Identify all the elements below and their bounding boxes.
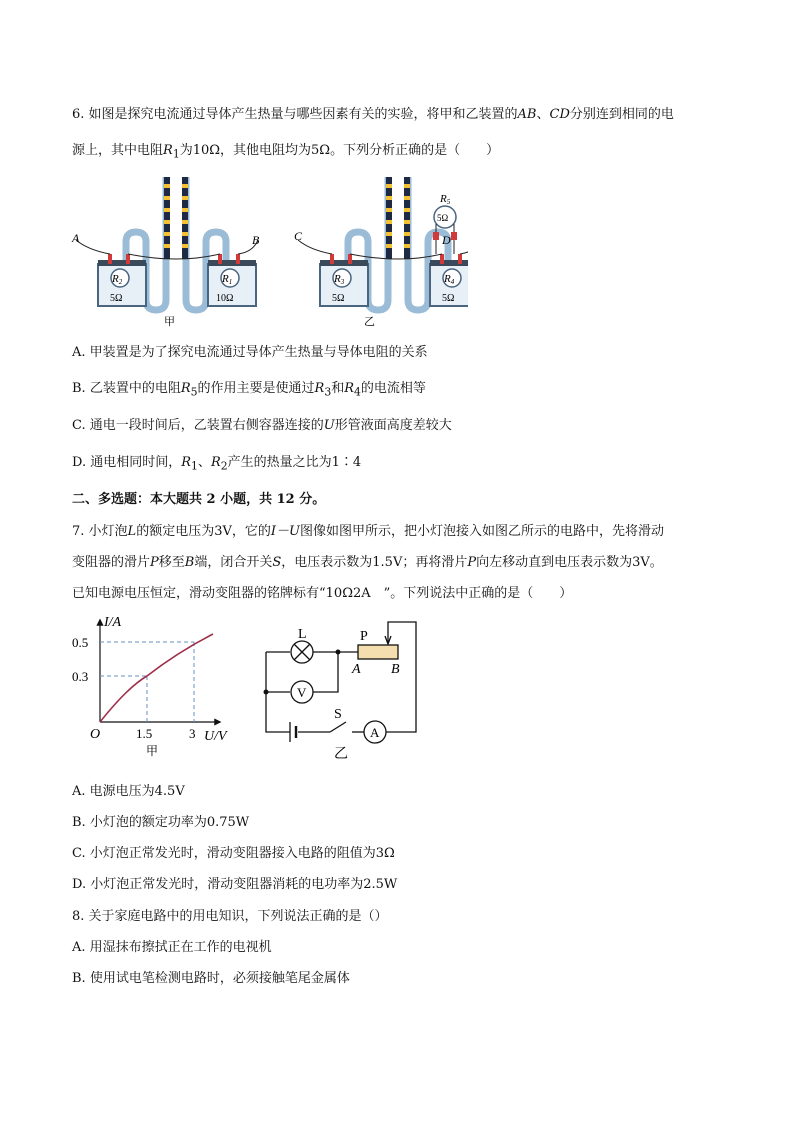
- svg-text:A: A: [370, 725, 380, 740]
- terminal-b: B: [252, 233, 260, 247]
- label-cd: CD: [549, 107, 570, 122]
- terminal-c: C: [294, 229, 303, 243]
- q7-option-b: B. 小灯泡的额定功率为0.75W: [72, 815, 250, 830]
- label-ab: AB: [517, 107, 537, 122]
- caption-jia: 甲: [146, 744, 159, 758]
- q7-option-a: A. 电源电压为4.5V: [72, 784, 185, 799]
- svg-text:S: S: [334, 707, 342, 722]
- caption-yi: 乙: [364, 316, 375, 328]
- terminal-a: A: [72, 231, 80, 245]
- svg-text:P: P: [360, 629, 368, 644]
- svg-text:5Ω: 5Ω: [437, 213, 449, 223]
- svg-text:R1: R1: [222, 273, 233, 286]
- svg-text:A: A: [352, 662, 361, 677]
- svg-text:R5: R5: [440, 193, 451, 206]
- q7-option-d: D. 小灯泡正常发光时，滑动变阻器消耗的电功率为2.5W: [72, 877, 398, 892]
- q8-stem: 8. 关于家庭电路中的用电知识，下列说法正确的是（）: [72, 909, 388, 924]
- circuit-diagram: [258, 614, 428, 764]
- iu-graph: [68, 612, 248, 762]
- q8-option-a: A. 用湿抹布擦拭正在工作的电视机: [72, 940, 272, 955]
- svg-text:R3: R3: [334, 273, 345, 286]
- q6-option-b: B. 乙装置中的电阻$R_5$的作用主要是使通过$R_3$和$R_4$的电流相等: [72, 381, 426, 399]
- svg-text:L: L: [298, 627, 307, 642]
- svg-text:V: V: [297, 685, 307, 700]
- x-axis-label: U/V: [204, 729, 227, 744]
- q6-stem-line2: 源上，其中电阻$R_1$为10Ω，其他电阻均为5Ω。下列分析正确的是（ ）: [72, 143, 500, 161]
- svg-text:3: 3: [189, 726, 196, 741]
- svg-text:R4: R4: [444, 273, 455, 286]
- svg-text:0.3: 0.3: [72, 669, 89, 684]
- q7-option-c: C. 小灯泡正常发光时，滑动变阻器接入电路的阻值为3Ω: [72, 846, 395, 861]
- q6-option-a: A. 甲装置是为了探究电流通过导体产生热量与导体电阻的关系: [72, 345, 428, 360]
- section-heading: 二、多选题：本大题共 2 小题，共 12 分。: [72, 492, 326, 507]
- svg-text:O: O: [90, 727, 101, 742]
- q8-option-b: B. 使用试电笔检测电路时，必须接触笔尾金属体: [72, 971, 350, 986]
- svg-text:5Ω: 5Ω: [442, 293, 455, 304]
- iu-curve: [100, 634, 213, 722]
- joule-heating-figure: [68, 172, 468, 332]
- y-axis-label: I/A: [104, 615, 122, 630]
- rheostat: [358, 645, 398, 659]
- svg-text:B: B: [391, 662, 400, 677]
- q6-stem-line1: 6. 如图是探究电流通过导体产生热量与哪些因素有关的实验，将甲和乙装置的AB、CD分别连到相同的电: [72, 107, 674, 122]
- q6-option-d: D. 通电相同时间，$R_1$、$R_2$产生的热量之比为1∶4: [72, 455, 362, 473]
- svg-text:R2: R2: [112, 273, 123, 286]
- q7-stem-line3: 已知电源电压恒定，滑动变阻器的铭牌标有“10Ω2A ”。下列说法中正确的是（ ）: [72, 586, 573, 601]
- q7-stem-line2: 变阻器的滑片P移至B端，闭合开关S，电压表示数为1.5V；再将滑片P向左移动直到电压表示数为3V。: [72, 555, 663, 570]
- terminal-d: D: [442, 233, 451, 247]
- q7-stem-line1: 7. 小灯泡L的额定电压为3V，它的I－U图像如图甲所示，把小灯泡接入如图乙所示的电路中，先将滑动: [72, 524, 664, 539]
- caption-jia: 甲: [164, 316, 175, 328]
- switch: [330, 722, 346, 732]
- svg-text:5Ω: 5Ω: [110, 293, 123, 304]
- setup-jia: [76, 177, 258, 310]
- caption-yi: 乙: [334, 747, 348, 762]
- svg-text:0.5: 0.5: [72, 635, 89, 650]
- q6-option-c: C. 通电一段时间后，乙装置右侧容器连接的U形管液面高度差较大: [72, 418, 452, 433]
- svg-text:10Ω: 10Ω: [216, 293, 234, 304]
- svg-text:1.5: 1.5: [136, 726, 153, 741]
- svg-text:5Ω: 5Ω: [332, 293, 345, 304]
